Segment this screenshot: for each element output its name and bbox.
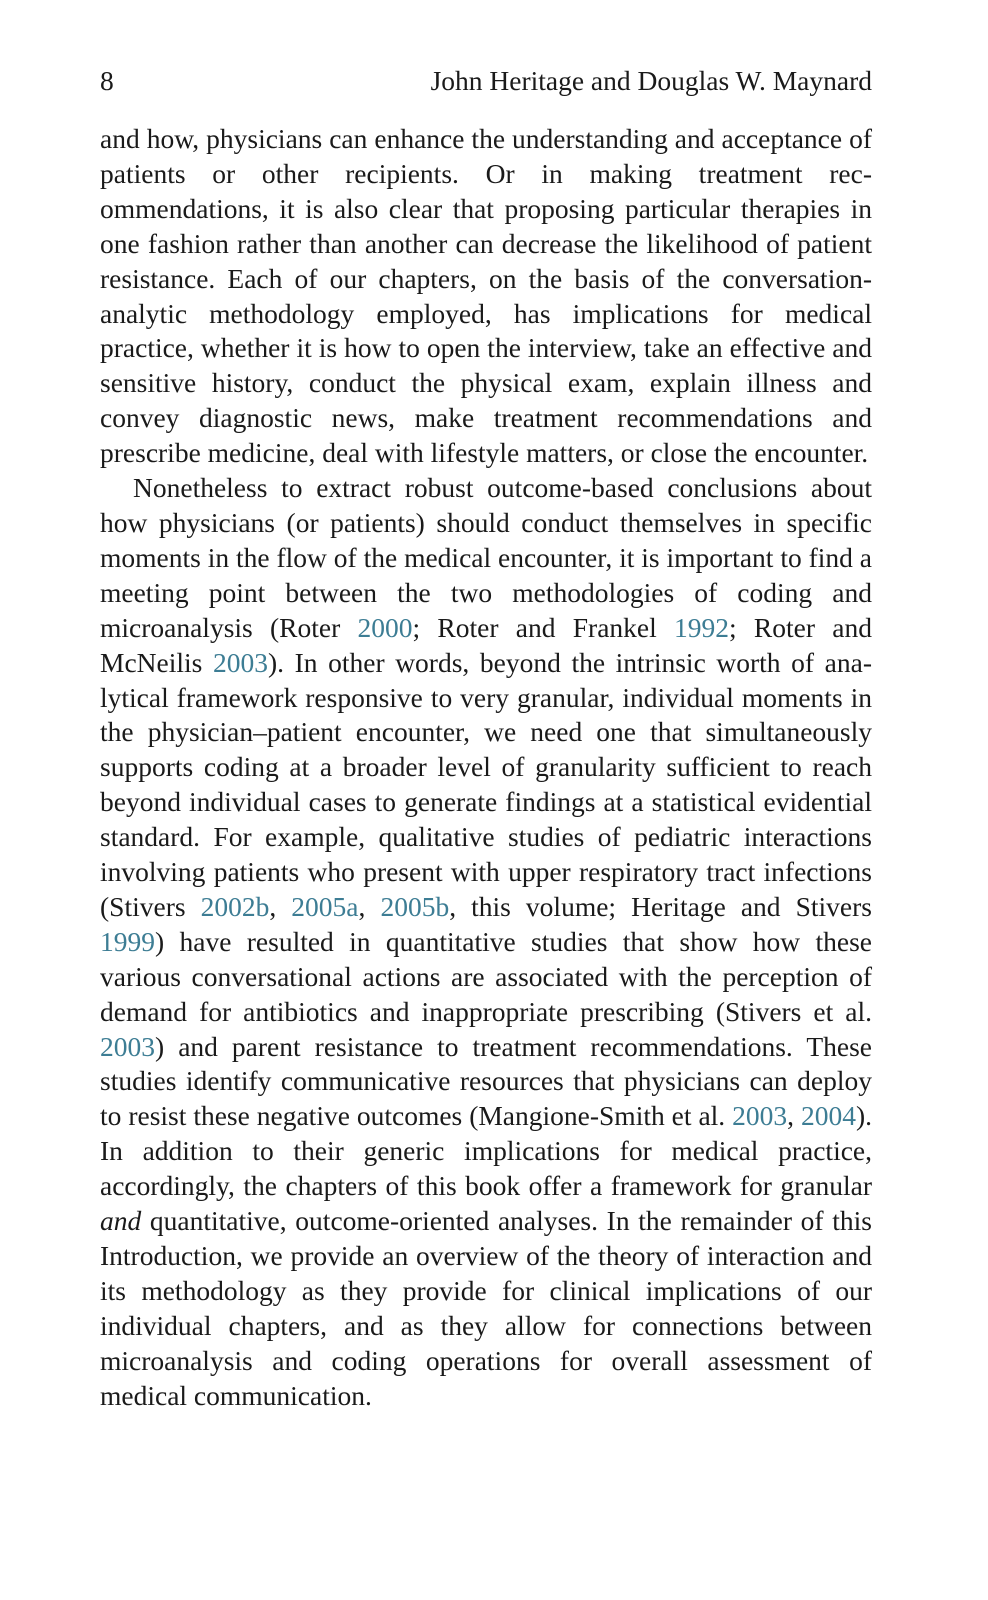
text-run: quantitative, outcome-oriented analyses. In the remainder of this Introduction, we provide an overview of the theory of interaction and its methodology as they provide for clinical implications of our individual chapters, and as they allow for connections between microanalysis and coding operations for overall assessment of medical communication. bbox=[100, 1205, 872, 1411]
text-run: Nonetheless to extract robust outcome-based conclusions about how physicians (or patients) should conduct themselves in specific moments in the flow of the medical encounter, it is important to find a meeting point between the two methodologies of coding and microanalysis (Roter bbox=[100, 472, 872, 643]
text-run: ; Roter and Frankel bbox=[412, 611, 675, 643]
citation-link-roter-frankel-1992[interactable]: 1992 bbox=[674, 611, 730, 643]
text-run: , bbox=[269, 890, 292, 922]
paragraph-1-text: and how, physicians can enhance the understanding and acceptance of patients or other recipients. Or in making treatment recommendations, it is also clear that proposing particular therapies in one fashion rather than another can decrease the likelihood of patient resistance. Each of our chapters, on the basis of the conversation-analytic methodology employed, has implications for medical practice, whether it is how to open the interview, take an effective and sensitive history, conduct the physical exam, explain illness and convey diagnostic news, make treatment recommendations and prescribe medicine, deal with lifestyle matters, or close the encounter. bbox=[100, 123, 872, 469]
paragraph-2 bbox=[100, 471, 872, 1413]
citation-link-roter-2000[interactable]: 2000 bbox=[357, 611, 413, 643]
text-run: , this volume; Heritage and Stivers bbox=[449, 890, 872, 922]
citation-link-stivers-2002b[interactable]: 2002b bbox=[200, 890, 270, 922]
emphasis-and: and bbox=[100, 1205, 142, 1237]
citation-link-mangione-smith-2004[interactable]: 2004 bbox=[800, 1100, 856, 1132]
book-page bbox=[100, 62, 872, 1414]
text-run: , bbox=[787, 1100, 801, 1132]
running-head bbox=[100, 62, 872, 100]
page-number: 8 bbox=[100, 65, 114, 96]
citation-link-mangione-smith-2003[interactable]: 2003 bbox=[732, 1100, 788, 1132]
citation-link-roter-mcneilis-2003[interactable]: 2003 bbox=[212, 646, 268, 678]
running-title: John Heritage and Douglas W. Maynard bbox=[430, 65, 872, 96]
citation-link-stivers-2005a[interactable]: 2005a bbox=[291, 890, 359, 922]
citation-link-stivers-2005b[interactable]: 2005b bbox=[380, 890, 450, 922]
paragraph-1 bbox=[100, 122, 872, 471]
text-run: ). In addition to their generic implications for medical practice, accordingly, the chapters of this book offer a framework for granular bbox=[100, 1100, 873, 1202]
text-run: , bbox=[358, 890, 381, 922]
text-run: ) have resulted in quantitative studies that show how these various conversational actions are associated with the perception of demand for antibiotics and inappropriate prescribing (Stivers et al. bbox=[100, 925, 872, 1027]
citation-link-heritage-stivers-1999[interactable]: 1999 bbox=[100, 925, 155, 957]
text-run: ; Roter and McNeilis bbox=[100, 611, 872, 678]
body-text bbox=[100, 122, 872, 1414]
text-run: ) and parent resistance to treatment recommendations. These studies identify communicative resources that physicians can deploy to resist these negative outcomes (Mangione-Smith et al. bbox=[100, 1030, 872, 1132]
citation-link-stivers-2003[interactable]: 2003 bbox=[100, 1030, 155, 1062]
text-run: ). In other words, beyond the intrinsic worth of analytical framework responsive to very granular, individual moments in the physician–patient encounter, we need one that simultaneously supports coding at a broader level of granularity sufficient to reach beyond individual cases to generate findings at a statistical evidential standard. For example, qualitative studies of pediatric interactions involving patients who present with upper respiratory tract infections (Stivers bbox=[100, 646, 872, 922]
